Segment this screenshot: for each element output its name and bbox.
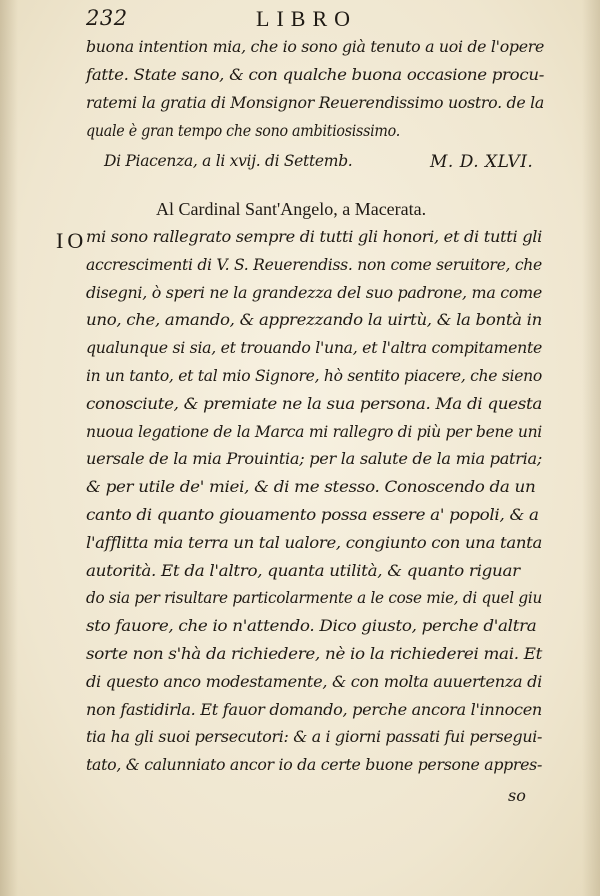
text-line: non fastidirla. Et fauor domando, perche ancora l'innocen bbox=[86, 700, 542, 719]
text-line: di questo anco modestamente, & con molta auuertenza di bbox=[86, 672, 542, 691]
text-line: qualunque si sia, et trouando l'una, et l'altra compitamente bbox=[86, 339, 542, 358]
text-line: tia ha gli suoi persecutori: & a i giorni passati fui persegui- bbox=[86, 728, 542, 747]
letter-year: M. D. XLVI. bbox=[430, 152, 534, 172]
page-number: 232 bbox=[86, 6, 128, 30]
text-line: fatte. State sano, & con qualche buona occasione procu- bbox=[86, 66, 544, 84]
text-line: ratemi la gratia di Monsignor Reuerendissimo uostro. de la bbox=[86, 94, 544, 112]
letter-heading: Al Cardinal Sant'Angelo, a Macerata. bbox=[156, 199, 427, 219]
text-line: & per utile de' miei, & di me stesso. Conoscendo da un bbox=[86, 478, 536, 497]
page-edge-shadow-left bbox=[0, 0, 18, 896]
text-line: sto fauore, che io n'attendo. Dico giusto, perche d'altra bbox=[86, 617, 537, 636]
text-line: canto di quanto giouamento possa essere a' popoli, & a bbox=[86, 506, 539, 524]
text-line: tato, & calunniato ancor io da certe buone persone appres- bbox=[86, 756, 542, 775]
text-line: quale è gran tempo che sono ambitiosissimo. bbox=[86, 122, 400, 140]
text-line: uno, che, amando, & apprezzando la uirtù, & la bontà in bbox=[86, 311, 542, 330]
page-edge-shadow-right bbox=[582, 0, 600, 896]
text-line: uersale de la mia Prouintia; per la salute de la mia patria; bbox=[86, 450, 542, 469]
text-line: conosciute, & premiate ne la sua persona. Ma di questa bbox=[86, 394, 542, 413]
initial-word: IO bbox=[56, 228, 88, 253]
text-line: in un tanto, et tal mio Signore, hò sentito piacere, che sieno bbox=[86, 367, 542, 385]
text-line: buona intention mia, che io sono già tenuto a uoi de l'opere bbox=[86, 38, 544, 56]
text-line: autorità. Et da l'altro, quanta utilità, & quanto riguar bbox=[86, 561, 520, 580]
text-line: mi sono rallegrato sempre di tutti gli honori, et di tutti gli bbox=[86, 228, 542, 246]
text-line: l'afflitta mia terra un tal ualore, congiunto con una tanta bbox=[86, 533, 542, 552]
text-line: do sia per risultare particolarmente a le cose mie, di quel giu bbox=[86, 589, 542, 608]
running-head: LIBRO bbox=[256, 6, 357, 31]
text-line: sorte non s'hà da richiedere, nè io la richiederei mai. Et bbox=[86, 645, 542, 663]
catchword: so bbox=[508, 786, 526, 805]
text-line: nuoua legatione de la Marca mi rallegro di più per bene uni bbox=[86, 422, 542, 441]
text-line: disegni, ò speri ne la grandezza del suo padrone, ma come bbox=[86, 283, 542, 302]
text-line: accrescimenti di V. S. Reuerendiss. non come seruitore, che bbox=[86, 255, 542, 274]
page-header bbox=[86, 6, 546, 34]
letter-date: Di Piacenza, a li xvij. di Settemb. bbox=[104, 152, 353, 170]
